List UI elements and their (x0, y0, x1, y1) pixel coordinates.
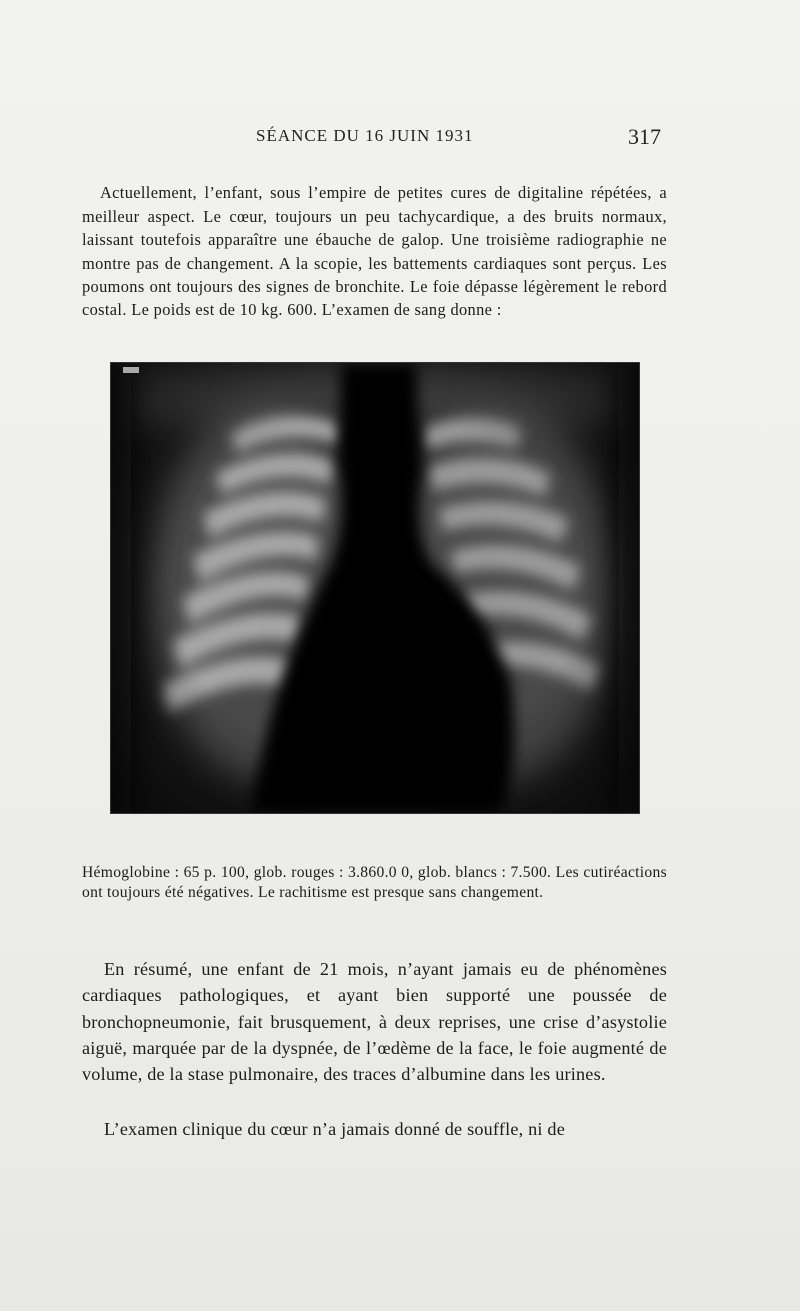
film-marker (123, 367, 139, 373)
paragraph-clinical-exam: L’examen clinique du cœur n’a jamais donné de souffle, ni de (104, 1119, 565, 1140)
radiograph-image (111, 363, 639, 813)
paragraph-summary: En résumé, une enfant de 21 mois, n’ayant jamais eu de phénomènes cardiaques pathologiques, et ayant bien supporté une poussée de bronchopneumonie, fait brusquement, à deux reprises, une crise d’asystolie aiguë, marquée par de la dyspnée, de l’œdème de la face, le foie augmenté de volume, de la stase pulmonaire, des traces d’albumine dans les urines. (82, 959, 667, 1084)
running-head: SÉANCE DU 16 JUIN 1931 (256, 126, 474, 145)
page-header (0, 122, 800, 152)
page-number: 317 (628, 124, 661, 149)
paragraph-current-condition: Actuellement, l’enfant, sous l’empire de petites cures de digitaline répétées, a meilleur aspect. Le cœur, toujours un peu tachycardique, a des bruits normaux, laissant toutefois apparaître une ébauche de galop. Une troisième radiographie ne montre pas de changement. A la scopie, les battements cardiaques sont perçus. Les poumons ont toujours des signes de bronchite. Le foie dépasse légèrement le rebord costal. Le poids est de 10 kg. 600. L’examen de sang donne : (82, 183, 667, 320)
chest-radiograph (110, 362, 640, 814)
paragraph-blood-exam: Hémoglobine : 65 p. 100, glob. rouges : 3.860.0 0, glob. blancs : 7.500. Les cutiréactions ont toujours été négatives. Le rachitisme est presque sans changement. (82, 863, 667, 902)
